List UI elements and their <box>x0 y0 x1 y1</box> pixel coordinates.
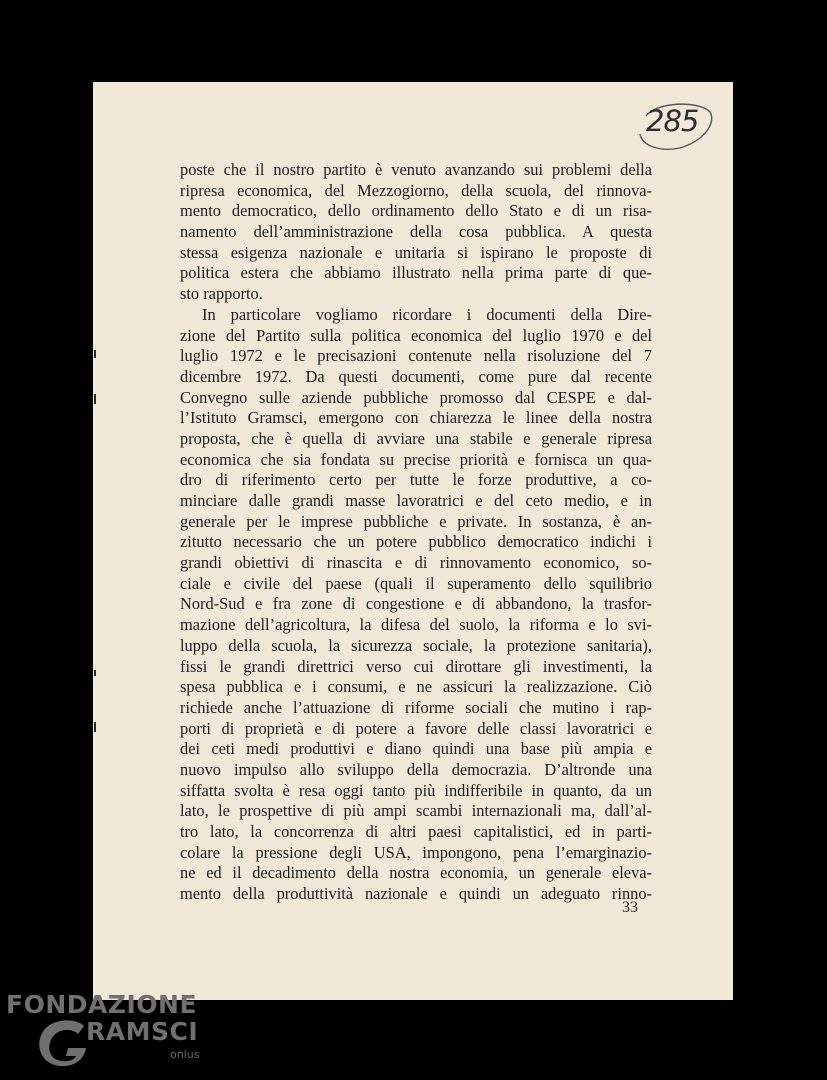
text-line: colare la pressione degli USA, impongono, pena l’emarginazio- <box>180 842 652 862</box>
text-line: spesa pubblica e i consumi, e ne assicuri la realizzazione. Ciò <box>180 677 652 697</box>
text-line: siffatta svolta è resa oggi tanto più indifferibile in quanto, da un <box>180 780 652 800</box>
text-line: proposta, che è quella di avviare una stabile e generale ripresa <box>180 428 652 448</box>
text-line: mazione dell’agricoltura, la difesa del suolo, la riforma e lo svi- <box>180 615 652 635</box>
text-line: generale per le imprese pubbliche e private. In sostanza, è an- <box>180 511 652 531</box>
text-line: lato, le prospettive di più ampi scambi internazionali ma, dall’al- <box>180 801 652 821</box>
body-text <box>180 160 652 905</box>
text-line: l’Istituto Gramsci, emergono con chiarezza le linee della nostra <box>180 408 652 428</box>
logo-text-fondazione: FONDAZIONE <box>6 990 198 1019</box>
text-line: Nord-Sud e fra zone di congestione e di abbandono, la trasfor- <box>180 594 652 614</box>
text-line: luppo della scuola, la sicurezza sociale, la protezione sanitaria), <box>180 635 652 655</box>
handwritten-number: 285 <box>646 104 699 138</box>
text-line: sto rapporto. <box>180 284 263 304</box>
text-line: In particolare vogliamo ricordare i documenti della Dire- <box>202 304 652 324</box>
fondazione-gramsci-logo <box>6 990 206 1075</box>
text-line: ciale e civile del paese (quali il superamento dello squilibrio <box>180 573 652 593</box>
text-line: richiede anche l’attuazione di riforme sociali che mutino i rap- <box>180 697 652 717</box>
text-line: zitutto necessario che un potere pubblico democratico indichi i <box>180 532 652 552</box>
text-line: ne ed il decadimento della nostra economia, un generale eleva- <box>180 863 652 883</box>
text-line: nuovo impulso allo sviluppo della democrazia. D’altronde una <box>180 759 652 779</box>
text-line: mento democratico, dello ordinamento dello Stato e di un risa- <box>180 201 652 221</box>
text-line: grandi obiettivi di rinascita e di rinnovamento economico, so- <box>180 553 652 573</box>
text-line: dei ceti medi produttivi e diano quindi una base più ampia e <box>180 739 652 759</box>
logo-text-onlus: onlus <box>170 1048 200 1061</box>
handwritten-page-annotation <box>636 98 714 154</box>
text-line: dro di riferimento certo per tutte le forze produttive, a co- <box>180 470 652 490</box>
text-line: zione del Partito sulla politica economica del luglio 1970 e del <box>180 325 652 345</box>
text-line: Convegno sulle aziende pubbliche promosso dal CESPE e dal- <box>180 387 652 407</box>
text-line: porti di proprietà e di potere a favore delle classi lavoratrici e <box>180 718 652 738</box>
text-line: luglio 1972 e le precisazioni contenute nella risoluzione del 7 <box>180 346 652 366</box>
text-line: poste che il nostro partito è venuto avanzando sui problemi della <box>180 160 652 179</box>
text-line: politica estera che abbiamo illustrato nella prima parte di que- <box>180 263 652 283</box>
page-number: 33 <box>622 899 638 916</box>
text-line: ripresa economica, del Mezzogiorno, della scuola, del rinnova- <box>180 180 652 200</box>
text-line: minciare dalle grandi masse lavoratrici e del ceto medio, e in <box>180 491 652 510</box>
text-line: economica che sia fondata su precise priorità e fornisca un qua- <box>180 449 652 469</box>
text-line: stessa esigenza nazionale e unitaria si ispirano le proposte di <box>180 242 652 262</box>
text-line: namento dell’amministrazione della cosa pubblica. A questa <box>180 222 652 242</box>
text-line: mento della produttività nazionale e quindi un adeguato rinno- <box>180 884 652 904</box>
text-line: fissi le grandi direttrici verso cui dirottare gli investimenti, la <box>180 656 652 676</box>
text-line: dicembre 1972. Da questi documenti, come pure dal recente <box>180 366 652 386</box>
logo-text-gramsci: RAMSCI <box>86 1017 199 1046</box>
text-line: tro lato, la concorrenza di altri paesi capitalistici, ed in parti- <box>180 822 652 841</box>
